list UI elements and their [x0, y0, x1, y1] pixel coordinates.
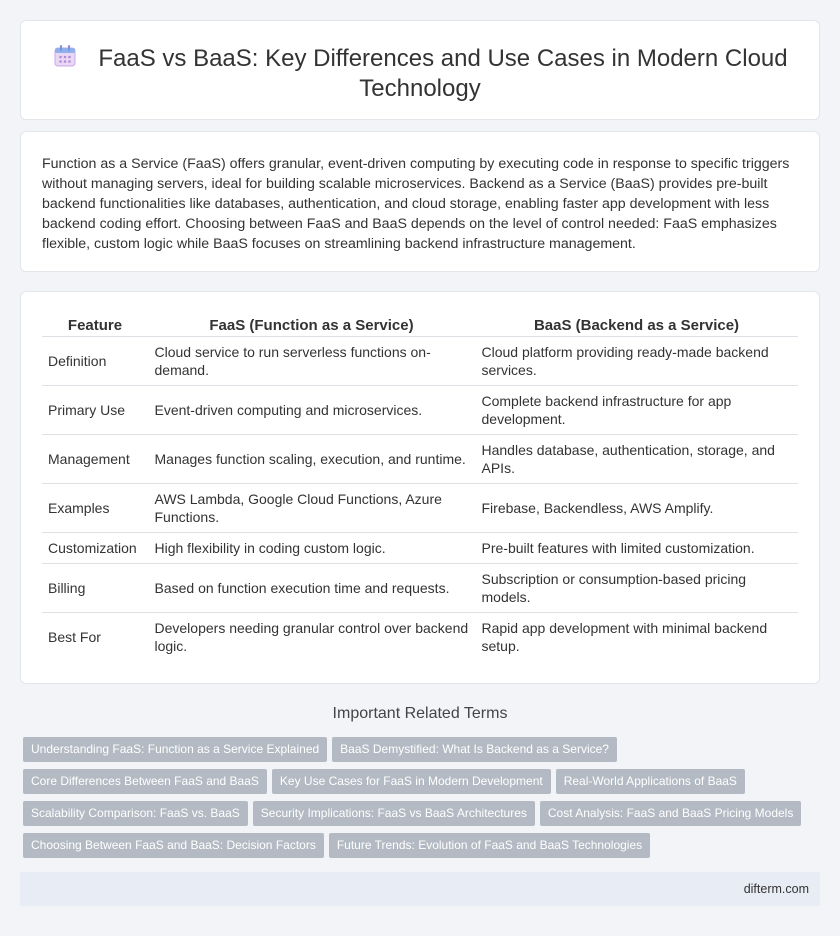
header-baas: BaaS (Backend as a Service) — [475, 316, 798, 337]
feature-cell: Examples — [42, 484, 148, 533]
page-title: FaaS vs BaaS: Key Differences and Use Cases in Modern Cloud Technology — [98, 45, 788, 102]
related-term-tag[interactable]: Future Trends: Evolution of FaaS and BaaS Technologies — [329, 833, 650, 858]
faas-cell: High flexibility in coding custom logic. — [148, 533, 475, 564]
table-row — [42, 484, 798, 533]
table-row — [42, 613, 798, 662]
baas-cell: Subscription or consumption-based pricing models. — [475, 564, 798, 613]
faas-cell: Cloud service to run serverless functions on-demand. — [148, 337, 475, 386]
table-header-row — [42, 316, 798, 337]
feature-cell: Management — [42, 435, 148, 484]
related-terms-title: Important Related Terms — [332, 705, 508, 722]
baas-cell: Cloud platform providing ready-made backend services. — [475, 337, 798, 386]
baas-cell: Pre-built features with limited customization. — [475, 533, 798, 564]
faas-cell: AWS Lambda, Google Cloud Functions, Azure Functions. — [148, 484, 475, 533]
table-row — [42, 533, 798, 564]
related-term-tag[interactable]: Understanding FaaS: Function as a Service Explained — [23, 737, 327, 762]
related-term-tag[interactable]: BaaS Demystified: What Is Backend as a Service? — [332, 737, 617, 762]
tag-row — [23, 737, 803, 769]
related-term-tag[interactable]: Real-World Applications of BaaS — [556, 769, 745, 794]
feature-cell: Primary Use — [42, 386, 148, 435]
calendar-icon — [52, 43, 78, 69]
header-card — [20, 20, 820, 120]
related-term-tag[interactable]: Cost Analysis: FaaS and BaaS Pricing Models — [540, 801, 801, 826]
table-row — [42, 386, 798, 435]
table-row — [42, 337, 798, 386]
baas-cell: Firebase, Backendless, AWS Amplify. — [475, 484, 798, 533]
intro-text: Function as a Service (FaaS) offers granular, event-driven computing by executing code in response to specific triggers without managing servers, ideal for building scalable microservices. Backend as a Service (BaaS) provides pre-built backend functionalities like databases, authentication, and cloud storage, enabling faster app development with less backend coding effort. Choosing between FaaS and BaaS depends on the level of control needed: FaaS emphasizes flexible, custom logic while BaaS focuses on streamlining backend infrastructure management. — [42, 156, 790, 252]
feature-cell: Definition — [42, 337, 148, 386]
tag-row — [23, 801, 803, 833]
table-row — [42, 435, 798, 484]
header-faas: FaaS (Function as a Service) — [148, 316, 475, 337]
baas-cell: Rapid app development with minimal backend setup. — [475, 613, 798, 662]
baas-cell: Complete backend infrastructure for app development. — [475, 386, 798, 435]
feature-cell: Customization — [42, 533, 148, 564]
tag-row — [23, 769, 803, 801]
related-term-tag[interactable]: Key Use Cases for FaaS in Modern Development — [272, 769, 551, 794]
table-row — [42, 564, 798, 613]
related-term-tag[interactable]: Scalability Comparison: FaaS vs. BaaS — [23, 801, 248, 826]
feature-cell: Billing — [42, 564, 148, 613]
page-title-wrap — [21, 43, 819, 104]
related-terms-list — [23, 737, 803, 865]
footer-site-link[interactable]: difterm.com — [743, 882, 809, 896]
intro-card — [20, 131, 820, 272]
comparison-table — [42, 316, 798, 662]
faas-cell: Event-driven computing and microservices. — [148, 386, 475, 435]
comparison-card — [20, 291, 820, 684]
related-term-tag[interactable]: Core Differences Between FaaS and BaaS — [23, 769, 267, 794]
related-term-tag[interactable]: Choosing Between FaaS and BaaS: Decision Factors — [23, 833, 324, 858]
related-term-tag[interactable]: Security Implications: FaaS vs BaaS Architectures — [253, 801, 535, 826]
faas-cell: Developers needing granular control over backend logic. — [148, 613, 475, 662]
footer — [20, 872, 820, 906]
faas-cell: Manages function scaling, execution, and runtime. — [148, 435, 475, 484]
header-feature: Feature — [42, 316, 148, 337]
baas-cell: Handles database, authentication, storage, and APIs. — [475, 435, 798, 484]
faas-cell: Based on function execution time and requests. — [148, 564, 475, 613]
feature-cell: Best For — [48, 629, 101, 646]
tag-row — [23, 833, 803, 865]
